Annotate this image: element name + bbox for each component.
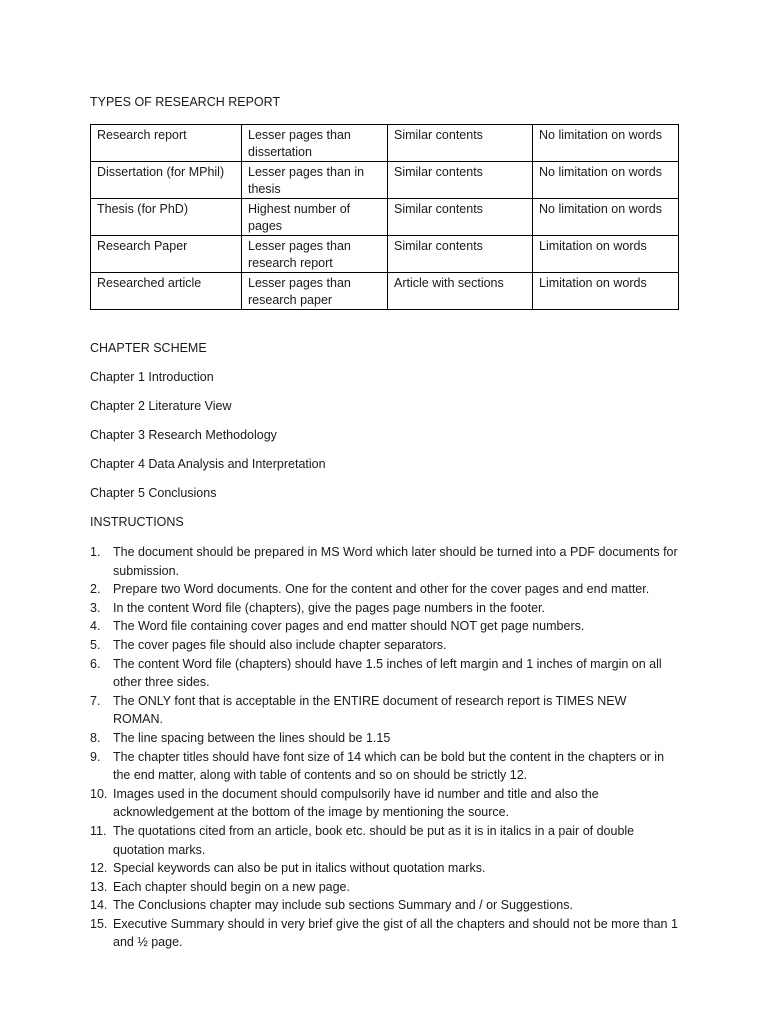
chapter-item: Chapter 5 Conclusions xyxy=(90,486,217,500)
list-number: 5. xyxy=(90,637,101,652)
table-row xyxy=(91,125,679,162)
list-number: 9. xyxy=(90,749,101,764)
list-text: The cover pages file should also include chapter separators. xyxy=(113,637,447,652)
list-number: 10. xyxy=(90,786,108,801)
chapter-scheme-section xyxy=(90,340,680,530)
table-cell: Similar contents xyxy=(388,125,533,162)
table-row xyxy=(91,199,679,236)
table-cell: Highest number of pages xyxy=(242,199,388,236)
list-item xyxy=(90,636,679,655)
table-cell: Similar contents xyxy=(388,162,533,199)
table-cell: No limitation on words xyxy=(533,125,679,162)
list-text: The Conclusions chapter may include sub sections Summary and / or Suggestions. xyxy=(113,898,573,913)
list-item xyxy=(90,878,679,897)
list-item xyxy=(90,748,679,785)
table-row xyxy=(91,273,679,310)
list-text: The document should be prepared in MS Word which later should be turned into a PDF documents for submission. xyxy=(113,545,678,578)
chapter-item: Chapter 4 Data Analysis and Interpretation xyxy=(90,457,326,471)
list-text: Images used in the document should compulsorily have id number and title and also the acknowledgement at the bottom of the image by mentioning the source. xyxy=(113,786,599,820)
research-report-types-table xyxy=(90,124,679,310)
report-types-heading: TYPES OF RESEARCH REPORT xyxy=(90,95,281,109)
list-item xyxy=(90,599,679,618)
table-row xyxy=(91,236,679,273)
list-text: Prepare two Word documents. One for the content and other for the cover pages and end matter. xyxy=(113,582,650,597)
table-cell: Thesis (for PhD) xyxy=(91,199,242,236)
list-number: 15. xyxy=(90,916,108,931)
list-text: In the content Word file (chapters), give the pages page numbers in the footer. xyxy=(113,600,545,615)
list-text: The Word file containing cover pages and end matter should NOT get page numbers. xyxy=(113,619,585,634)
list-number: 6. xyxy=(90,656,101,671)
list-item xyxy=(90,617,679,636)
list-text: The content Word file (chapters) should have 1.5 inches of left margin and 1 inches of margin on all other three sides. xyxy=(113,656,662,690)
table-row xyxy=(91,162,679,199)
list-text: The chapter titles should have font size of 14 which can be bold but the content in the chapters or in the end matter, along with table of contents and so on should be strictly 12. xyxy=(113,749,665,783)
table-cell: Limitation on words xyxy=(533,236,679,273)
table-cell: Research Paper xyxy=(91,236,242,273)
table-cell: Similar contents xyxy=(388,236,533,273)
list-number: 11. xyxy=(90,823,107,838)
chapter-scheme-heading: CHAPTER SCHEME xyxy=(90,341,207,355)
list-number: 7. xyxy=(90,693,101,708)
list-text: Special keywords can also be put in italics without quotation marks. xyxy=(113,861,486,876)
list-number: 14. xyxy=(90,898,108,913)
table-cell: Lesser pages than research paper xyxy=(242,273,388,310)
list-number: 2. xyxy=(90,582,101,597)
instructions-list xyxy=(90,543,680,952)
list-text: Executive Summary should in very brief give the gist of all the chapters and should not be more than 1 and ½ page. xyxy=(113,916,678,950)
list-item xyxy=(90,915,679,952)
instructions-heading: INSTRUCTIONS xyxy=(90,515,184,529)
list-item xyxy=(90,896,679,915)
list-item xyxy=(90,655,679,692)
table-cell: Research report xyxy=(91,125,242,162)
table-cell: Researched article xyxy=(91,273,242,310)
list-number: 12. xyxy=(90,861,108,876)
list-text: Each chapter should begin on a new page. xyxy=(113,879,350,894)
table-cell: Lesser pages than dissertation xyxy=(242,125,388,162)
list-number: 13. xyxy=(90,879,108,894)
table-cell: Similar contents xyxy=(388,199,533,236)
list-text: The quotations cited from an article, book etc. should be put as it is in italics in a pair of double quotation marks. xyxy=(113,823,635,857)
table-cell: Lesser pages than in thesis xyxy=(242,162,388,199)
chapter-item: Chapter 2 Literature View xyxy=(90,399,232,413)
table-cell: No limitation on words xyxy=(533,199,679,236)
table-cell: Article with sections xyxy=(388,273,533,310)
list-number: 3. xyxy=(90,600,101,615)
list-item xyxy=(90,543,679,580)
chapter-item: Chapter 3 Research Methodology xyxy=(90,428,277,442)
list-item xyxy=(90,729,679,748)
list-text: The ONLY font that is acceptable in the ENTIRE document of research report is TIMES NEW ROMAN. xyxy=(113,693,627,727)
list-number: 4. xyxy=(90,619,101,634)
table-cell: Lesser pages than research report xyxy=(242,236,388,273)
list-item xyxy=(90,580,679,599)
table-cell: Limitation on words xyxy=(533,273,679,310)
list-item xyxy=(90,692,679,729)
list-number: 1. xyxy=(90,545,101,559)
list-number: 8. xyxy=(90,730,101,745)
list-item xyxy=(90,822,679,859)
list-item xyxy=(90,785,679,822)
list-item xyxy=(90,859,679,878)
table-cell: No limitation on words xyxy=(533,162,679,199)
chapter-item: Chapter 1 Introduction xyxy=(90,370,214,384)
document-page xyxy=(90,94,680,952)
list-text: The line spacing between the lines should be 1.15 xyxy=(113,730,391,745)
table-cell: Dissertation (for MPhil) xyxy=(91,162,242,199)
